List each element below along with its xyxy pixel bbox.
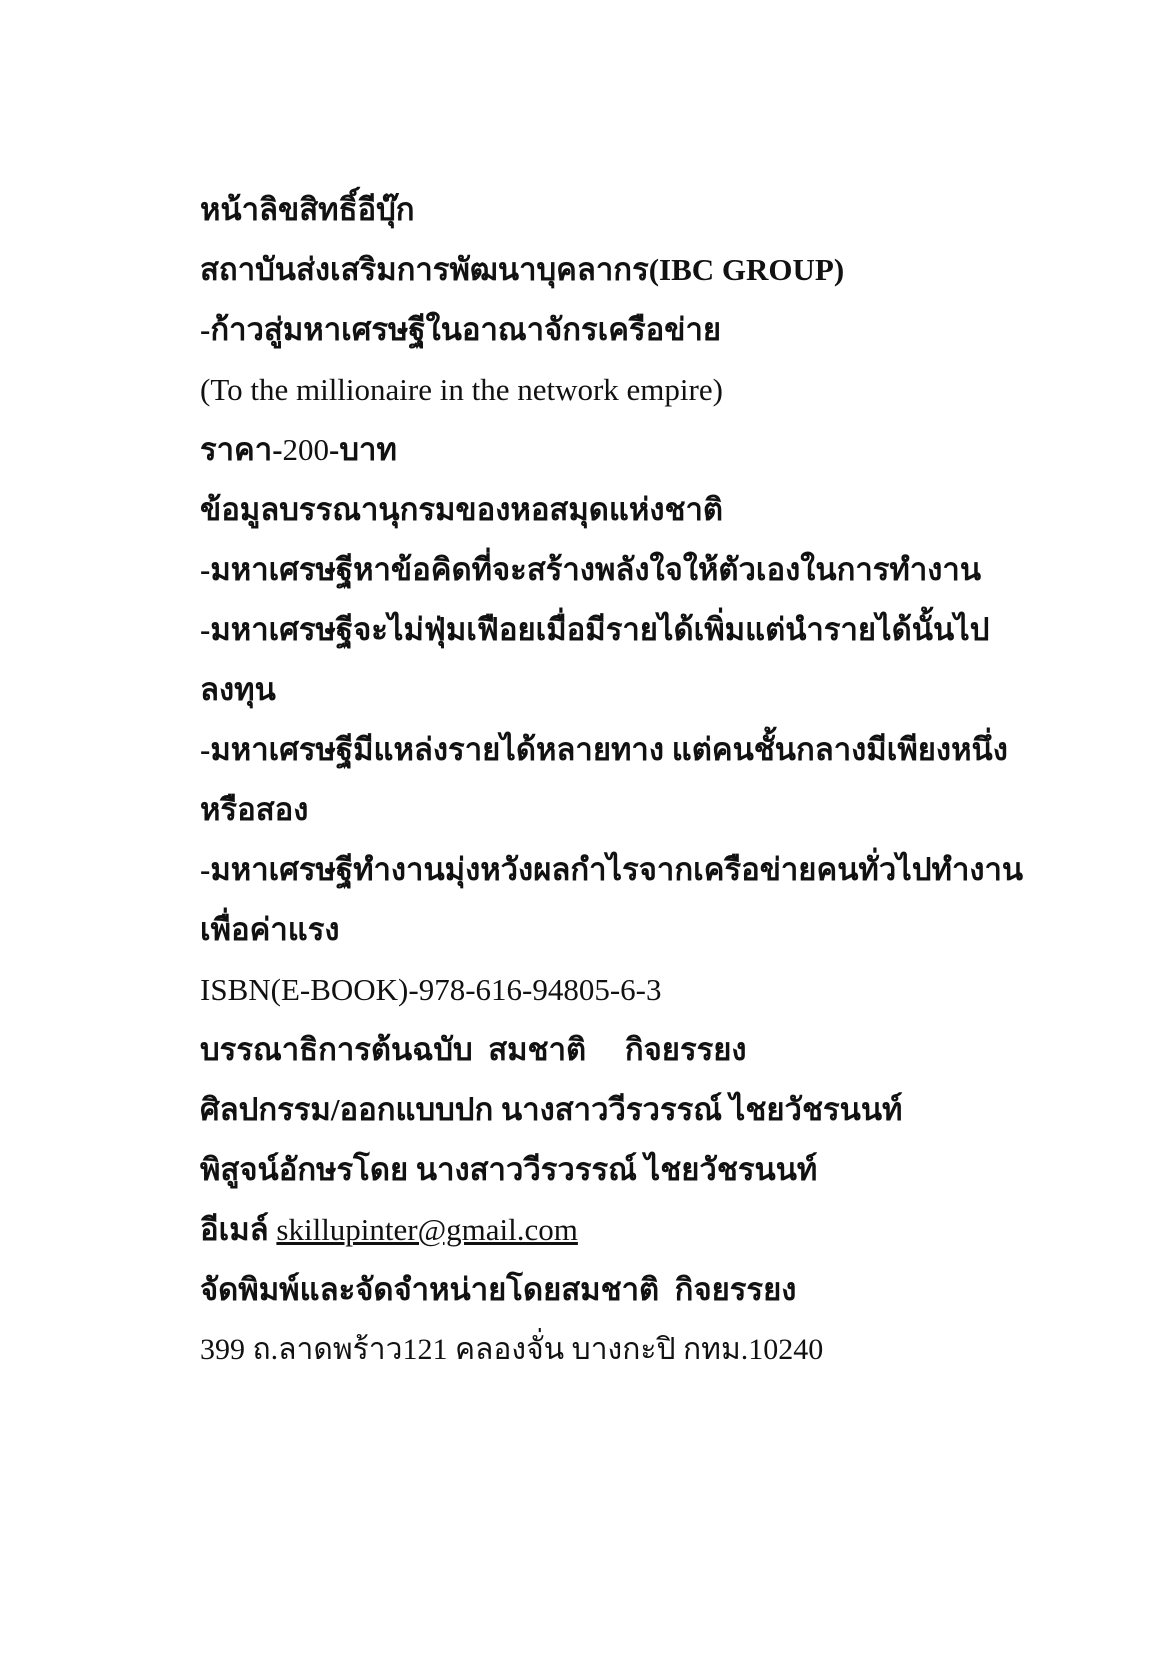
bullet-line-continued: หรือสอง — [200, 792, 309, 827]
bullet-line: -มหาเศรษฐีหาข้อคิดที่จะสร้างพลังใจให้ตัวเองในการทำงาน — [200, 552, 982, 587]
book-title: -ก้าวสู่มหาเศรษฐีในอาณาจักรเครือข่าย — [200, 312, 722, 347]
copyright-page — [200, 180, 1024, 1380]
bullet-line: -มหาเศรษฐีมีแหล่งรายได้หลายทาง แต่คนชั้นกลางมีเพียงหนึ่ง — [200, 732, 1008, 767]
book-title-english: (To the millionaire in the network empire) — [200, 372, 723, 407]
editor-credit: บรรณาธิการต้นฉบับ สมชาติ กิจยรรยง — [200, 1032, 747, 1067]
email-line — [200, 1200, 960, 1260]
isbn-line — [200, 960, 960, 1020]
price-amount: 200 — [282, 432, 330, 467]
bullet-line: -มหาเศรษฐีจะไม่ฟุ่มเฟือยเมื่อมีรายได้เพิ่มแต่นำรายได้นั้นไป — [200, 612, 990, 647]
bullet-line-continued: ลงทุน — [200, 672, 276, 707]
email-label: อีเมล์ — [200, 1212, 277, 1247]
catalog-heading: ข้อมูลบรรณานุกรมของหอสมุดแห่งชาติ — [200, 492, 724, 527]
email-link[interactable]: skillupinter@gmail.com — [276, 1212, 578, 1247]
art-credit: ศิลปกรรม/ออกแบบปก นางสาววีรวรรณ์ ไชยวัชรนนท์ — [200, 1092, 903, 1127]
price-currency: -บาท — [329, 432, 397, 467]
isbn-label: ISBN(E-BOOK)- — [200, 972, 419, 1007]
publisher-name: สถาบันส่งเสริมการพัฒนาบุคลากร(IBC GROUP) — [200, 252, 845, 287]
page-title: หน้าลิขสิทธิ์อีบุ๊ก — [200, 192, 415, 227]
publisher-address: 399 ถ.ลาดพร้าว121 คลองจั่น บางกะปิ กทม.10240 — [200, 1333, 824, 1366]
printer-credit: จัดพิมพ์และจัดจำหน่ายโดยสมชาติ กิจยรรยง — [200, 1272, 797, 1307]
bullet-line: -มหาเศรษฐีทำงานมุ่งหวังผลกำไรจากเครือข่ายคนทั่วไปทำงาน — [200, 852, 1024, 887]
price-label: ราคา- — [200, 432, 283, 467]
bullet-line-continued: เพื่อค่าแรง — [200, 912, 340, 947]
proofreader-credit: พิสูจน์อักษรโดย นางสาววีรวรรณ์ ไชยวัชรนนท์ — [200, 1152, 818, 1187]
price-line — [200, 420, 960, 480]
isbn-value: 978-616-94805-6-3 — [418, 972, 662, 1007]
